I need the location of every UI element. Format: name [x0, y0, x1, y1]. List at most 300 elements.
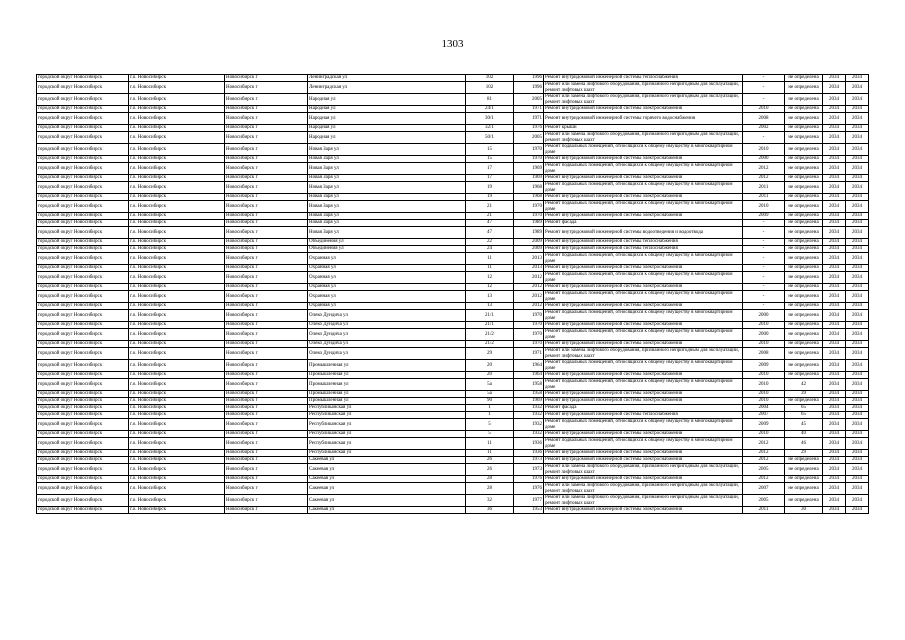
cell-settlement: Новосибирск г: [225, 483, 308, 495]
cell-plan-year-to: 2034: [846, 379, 869, 391]
cell-last-repair-year: -: [743, 272, 785, 284]
cell-built-year: 1969: [514, 175, 544, 182]
cell-settlement: Новосибирск г: [225, 163, 308, 175]
cell-built-year: 1970: [514, 144, 544, 156]
cell-street: Охранная ул: [308, 291, 466, 303]
cell-house: 11: [466, 438, 514, 450]
cell-street: Олеко Дундича ул: [308, 329, 466, 341]
table-row: [37, 94, 869, 106]
cell-wear: не определена: [785, 227, 823, 239]
cell-settlement: Новосибирск г: [225, 156, 308, 163]
cell-street: Охранная ул: [308, 253, 466, 265]
cell-work-type: Ремонт внутридомовой инженерной системы электроснабжения: [544, 194, 743, 201]
page-number: 1303: [441, 38, 464, 50]
cell-street: Ленинградская ул: [308, 82, 466, 94]
cell-plan-year-to: 2034: [846, 201, 869, 213]
cell-work-type: Ремонт подвальных помещений, относящихся к общему имуществу в многоквартирном доме: [544, 329, 743, 341]
cell-built-year: 1989: [514, 227, 544, 239]
cell-settlement: Новосибирск г: [225, 348, 308, 360]
cell-work-type: Ремонт внутридомовой инженерной системы электроснабжения: [544, 398, 743, 405]
cell-street: Охранная ул: [308, 265, 466, 272]
table-row: [37, 419, 869, 431]
cell-street: Промышленная ул: [308, 398, 466, 405]
cell-built-year: 2009: [514, 246, 544, 253]
cell-plan-year-from: 2034: [823, 438, 846, 450]
cell-district: городской округ Новосибирск: [37, 398, 129, 405]
cell-plan-year-to: 2034: [846, 412, 869, 419]
cell-municipality: г.о. Новосибирск: [129, 284, 225, 291]
cell-built-year: 1970: [514, 329, 544, 341]
cell-street: Промышленная ул: [308, 372, 466, 379]
cell-street: Сакеевая ул: [308, 483, 466, 495]
cell-street: Республиканская ул: [308, 419, 466, 431]
cell-municipality: г.о. Новосибирск: [129, 156, 225, 163]
table-row: [37, 310, 869, 322]
cell-work-type: Ремонт фасада: [544, 405, 743, 412]
cell-house: 21/2: [466, 341, 514, 348]
cell-street: Новая Заря ул: [308, 182, 466, 194]
cell-work-type: Ремонт подвальных помещений, относящихся к общему имуществу в многоквартирном доме: [544, 310, 743, 322]
cell-house: 102: [466, 75, 514, 82]
cell-municipality: г.о. Новосибирск: [129, 113, 225, 125]
cell-district: городской округ Новосибирск: [37, 201, 129, 213]
cell-wear: 39: [785, 391, 823, 398]
cell-wear: 30: [785, 507, 823, 514]
cell-settlement: Новосибирск г: [225, 175, 308, 182]
cell-street: Олеко Дундича ул: [308, 341, 466, 348]
cell-plan-year-to: 2034: [846, 75, 869, 82]
cell-built-year: 1973: [514, 457, 544, 464]
cell-municipality: г.о. Новосибирск: [129, 431, 225, 438]
cell-municipality: г.о. Новосибирск: [129, 125, 225, 132]
cell-district: городской округ Новосибирск: [37, 412, 129, 419]
cell-work-type: Ремонт или замена лифтового оборудования, признанного непригодным для эксплуатации, ремонт лифтовых шахт: [544, 464, 743, 476]
cell-street: Новая Заря ул: [308, 156, 466, 163]
table-row: [37, 182, 869, 194]
cell-wear: не определена: [785, 495, 823, 507]
cell-last-repair-year: 2010: [743, 322, 785, 329]
cell-municipality: г.о. Новосибирск: [129, 372, 225, 379]
cell-last-repair-year: 2010: [743, 372, 785, 379]
cell-plan-year-to: 2034: [846, 213, 869, 220]
cell-settlement: Новосибирск г: [225, 391, 308, 398]
cell-plan-year-to: 2034: [846, 272, 869, 284]
cell-built-year: 2012: [514, 303, 544, 310]
cell-municipality: г.о. Новосибирск: [129, 94, 225, 106]
cell-plan-year-to: 2034: [846, 372, 869, 379]
cell-plan-year-to: 2034: [846, 391, 869, 398]
cell-plan-year-to: 2034: [846, 246, 869, 253]
cell-built-year: 2012: [514, 291, 544, 303]
cell-street: Новая Заря ул: [308, 144, 466, 156]
cell-street: Новая Заря ул: [308, 220, 466, 227]
cell-plan-year-to: 2034: [846, 457, 869, 464]
cell-settlement: Новосибирск г: [225, 507, 308, 514]
cell-municipality: г.о. Новосибирск: [129, 106, 225, 113]
cell-wear: 65: [785, 412, 823, 419]
cell-plan-year-to: 2034: [846, 291, 869, 303]
cell-wear: не определена: [785, 310, 823, 322]
cell-plan-year-from: 2034: [823, 213, 846, 220]
cell-last-repair-year: 2007: [743, 412, 785, 419]
cell-plan-year-to: 2034: [846, 495, 869, 507]
cell-municipality: г.о. Новосибирск: [129, 227, 225, 239]
cell-house: 81: [466, 94, 514, 106]
cell-house: 15: [466, 156, 514, 163]
cell-municipality: г.о. Новосибирск: [129, 348, 225, 360]
cell-district: городской округ Новосибирск: [37, 272, 129, 284]
cell-house: 47: [466, 220, 514, 227]
cell-wear: не определена: [785, 348, 823, 360]
cell-plan-year-to: 2034: [846, 82, 869, 94]
cell-street: Охранная ул: [308, 303, 466, 310]
cell-built-year: 1932: [514, 419, 544, 431]
cell-work-type: Ремонт внутридомовой инженерной системы электроснабжения: [544, 507, 743, 514]
cell-work-type: Ремонт подвальных помещений, относящихся к общему имуществу в многоквартирном доме: [544, 182, 743, 194]
cell-plan-year-to: 2034: [846, 106, 869, 113]
cell-plan-year-to: 2034: [846, 483, 869, 495]
cell-street: Новая Заря ул: [308, 201, 466, 213]
cell-plan-year-to: 2034: [846, 310, 869, 322]
cell-plan-year-to: 2034: [846, 220, 869, 227]
cell-settlement: Новосибирск г: [225, 182, 308, 194]
cell-settlement: Новосибирск г: [225, 431, 308, 438]
cell-district: городской округ Новосибирск: [37, 303, 129, 310]
table-row: [37, 132, 869, 144]
cell-house: 11: [466, 450, 514, 457]
cell-last-repair-year: 2004: [743, 405, 785, 412]
cell-house: 24: [466, 246, 514, 253]
cell-last-repair-year: 2010: [743, 341, 785, 348]
cell-house: 21: [466, 201, 514, 213]
table-row: [37, 322, 869, 329]
cell-plan-year-to: 2034: [846, 329, 869, 341]
cell-municipality: г.о. Новосибирск: [129, 253, 225, 265]
cell-settlement: Новосибирск г: [225, 220, 308, 227]
table-row: [37, 284, 869, 291]
cell-settlement: Новосибирск г: [225, 265, 308, 272]
cell-municipality: г.о. Новосибирск: [129, 303, 225, 310]
cell-settlement: Новосибирск г: [225, 291, 308, 303]
table-row: [37, 272, 869, 284]
cell-municipality: г.о. Новосибирск: [129, 464, 225, 476]
cell-wear: не определена: [785, 106, 823, 113]
cell-plan-year-from: 2034: [823, 405, 846, 412]
cell-house: 13: [466, 303, 514, 310]
cell-municipality: г.о. Новосибирск: [129, 213, 225, 220]
cell-plan-year-to: 2034: [846, 360, 869, 372]
cell-district: городской округ Новосибирск: [37, 253, 129, 265]
cell-municipality: г.о. Новосибирск: [129, 265, 225, 272]
cell-work-type: Ремонт внутридомовой инженерной системы теплоснабжения: [544, 246, 743, 253]
cell-district: городской округ Новосибирск: [37, 246, 129, 253]
cell-built-year: 1996: [514, 82, 544, 94]
table-row: [37, 227, 869, 239]
cell-house: 12: [466, 284, 514, 291]
cell-house: 21/1: [466, 310, 514, 322]
cell-house: 11: [466, 253, 514, 265]
cell-last-repair-year: 2012: [743, 450, 785, 457]
cell-house: 17: [466, 163, 514, 175]
cell-street: Сакеевая ул: [308, 476, 466, 483]
cell-wear: не определена: [785, 220, 823, 227]
cell-settlement: Новосибирск г: [225, 227, 308, 239]
cell-work-type: Ремонт подвальных помещений, относящихся к общему имуществу в многоквартирном доме: [544, 360, 743, 372]
cell-house: 22: [466, 239, 514, 246]
cell-municipality: г.о. Новосибирск: [129, 75, 225, 82]
cell-work-type: Ремонт крыши: [544, 125, 743, 132]
cell-wear: не определена: [785, 132, 823, 144]
cell-wear: не определена: [785, 272, 823, 284]
cell-plan-year-to: 2034: [846, 284, 869, 291]
cell-plan-year-from: 2034: [823, 246, 846, 253]
cell-work-type: Ремонт внутридомовой инженерной системы теплоснабжения: [544, 75, 743, 82]
cell-plan-year-from: 2034: [823, 239, 846, 246]
table-row: [37, 329, 869, 341]
cell-municipality: г.о. Новосибирск: [129, 82, 225, 94]
cell-wear: не определена: [785, 213, 823, 220]
table-row: [37, 220, 869, 227]
cell-settlement: Новосибирск г: [225, 372, 308, 379]
cell-plan-year-from: 2034: [823, 398, 846, 405]
cell-wear: не определена: [785, 291, 823, 303]
cell-plan-year-from: 2034: [823, 253, 846, 265]
cell-street: Олеко Дундича ул: [308, 348, 466, 360]
cell-plan-year-from: 2034: [823, 391, 846, 398]
cell-last-repair-year: -: [743, 132, 785, 144]
cell-plan-year-to: 2034: [846, 94, 869, 106]
cell-wear: не определена: [785, 253, 823, 265]
cell-plan-year-to: 2034: [846, 431, 869, 438]
table-row: [37, 405, 869, 412]
cell-municipality: г.о. Новосибирск: [129, 182, 225, 194]
cell-last-repair-year: 2010: [743, 379, 785, 391]
cell-municipality: г.о. Новосибирск: [129, 405, 225, 412]
cell-work-type: Ремонт внутридомовой инженерной системы электроснабжения: [544, 156, 743, 163]
cell-plan-year-to: 2034: [846, 265, 869, 272]
cell-district: городской округ Новосибирск: [37, 310, 129, 322]
cell-work-type: Ремонт или замена лифтового оборудования, признанного непригодным для эксплуатации, ремонт лифтовых шахт: [544, 94, 743, 106]
cell-municipality: г.о. Новосибирск: [129, 341, 225, 348]
cell-wear: не определена: [785, 194, 823, 201]
table-row: [37, 360, 869, 372]
cell-plan-year-from: 2034: [823, 227, 846, 239]
cell-municipality: г.о. Новосибирск: [129, 201, 225, 213]
cell-municipality: г.о. Новосибирск: [129, 483, 225, 495]
cell-house: 1: [466, 405, 514, 412]
cell-house: 15: [466, 144, 514, 156]
table-row: [37, 156, 869, 163]
cell-municipality: г.о. Новосибирск: [129, 175, 225, 182]
cell-work-type: Ремонт внутридомовой инженерной системы электроснабжения: [544, 213, 743, 220]
cell-built-year: 1970: [514, 201, 544, 213]
cell-district: городской округ Новосибирск: [37, 419, 129, 431]
cell-district: городской округ Новосибирск: [37, 125, 129, 132]
cell-plan-year-from: 2034: [823, 372, 846, 379]
cell-house: 5: [466, 419, 514, 431]
cell-work-type: Ремонт внутридомовой инженерной системы водоотведения и водоотвода: [544, 227, 743, 239]
cell-work-type: Ремонт или замена лифтового оборудования, признанного непригодным для эксплуатации, ремонт лифтовых шахт: [544, 132, 743, 144]
cell-plan-year-from: 2034: [823, 201, 846, 213]
cell-district: городской округ Новосибирск: [37, 341, 129, 348]
cell-district: городской округ Новосибирск: [37, 156, 129, 163]
cell-plan-year-from: 2034: [823, 419, 846, 431]
cell-last-repair-year: 2009: [743, 213, 785, 220]
cell-wear: не определена: [785, 265, 823, 272]
table-row: [37, 194, 869, 201]
cell-built-year: 2013: [514, 253, 544, 265]
cell-work-type: Ремонт внутридомовой инженерной системы электроснабжения: [544, 175, 743, 182]
table-row: [37, 372, 869, 379]
cell-built-year: 1970: [514, 341, 544, 348]
cell-last-repair-year: 2007: [743, 483, 785, 495]
cell-house: 17: [466, 175, 514, 182]
cell-street: Сакеевая ул: [308, 495, 466, 507]
cell-street: Объединения ул: [308, 246, 466, 253]
cell-plan-year-from: 2034: [823, 348, 846, 360]
cell-district: городской округ Новосибирск: [37, 379, 129, 391]
cell-district: городской округ Новосибирск: [37, 227, 129, 239]
table-row: [37, 106, 869, 113]
cell-district: городской округ Новосибирск: [37, 182, 129, 194]
cell-built-year: 1932: [514, 405, 544, 412]
cell-plan-year-from: 2034: [823, 265, 846, 272]
cell-house: 28: [466, 483, 514, 495]
cell-house: 26: [466, 457, 514, 464]
cell-built-year: 1976: [514, 483, 544, 495]
table-row: [37, 246, 869, 253]
cell-municipality: г.о. Новосибирск: [129, 495, 225, 507]
cell-plan-year-to: 2034: [846, 163, 869, 175]
cell-district: городской округ Новосибирск: [37, 322, 129, 329]
cell-built-year: 1989: [514, 220, 544, 227]
cell-work-type: Ремонт подвальных помещений, относящихся к общему имуществу в многоквартирном доме: [544, 291, 743, 303]
cell-municipality: г.о. Новосибирск: [129, 144, 225, 156]
table-row: [37, 113, 869, 125]
table-row: [37, 457, 869, 464]
cell-built-year: 1971: [514, 106, 544, 113]
cell-last-repair-year: 2009: [743, 360, 785, 372]
cell-wear: не определена: [785, 322, 823, 329]
cell-street: Народная ул: [308, 125, 466, 132]
cell-house: 36: [466, 507, 514, 514]
table-row: [37, 291, 869, 303]
cell-last-repair-year: -: [743, 82, 785, 94]
cell-plan-year-from: 2034: [823, 272, 846, 284]
cell-district: городской округ Новосибирск: [37, 438, 129, 450]
table-row: [37, 412, 869, 419]
cell-municipality: г.о. Новосибирск: [129, 391, 225, 398]
cell-wear: 40: [785, 431, 823, 438]
cell-wear: не определена: [785, 163, 823, 175]
cell-built-year: 1977: [514, 495, 544, 507]
cell-wear: не определена: [785, 75, 823, 82]
cell-house: 50/1: [466, 132, 514, 144]
cell-street: Сакеевая ул: [308, 457, 466, 464]
cell-plan-year-from: 2034: [823, 132, 846, 144]
cell-wear: не определена: [785, 457, 823, 464]
cell-wear: 42: [785, 379, 823, 391]
cell-street: Народная ул: [308, 94, 466, 106]
cell-municipality: г.о. Новосибирск: [129, 194, 225, 201]
cell-built-year: 1970: [514, 310, 544, 322]
cell-house: 28: [466, 476, 514, 483]
cell-work-type: Ремонт фасада: [544, 220, 743, 227]
cell-work-type: Ремонт подвальных помещений, относящихся к общему имуществу в многоквартирном доме: [544, 201, 743, 213]
cell-last-repair-year: -: [743, 220, 785, 227]
cell-district: городской округ Новосибирск: [37, 483, 129, 495]
cell-street: Сакеевая ул: [308, 507, 466, 514]
cell-built-year: 1932: [514, 412, 544, 419]
cell-house: 13: [466, 291, 514, 303]
cell-settlement: Новосибирск г: [225, 213, 308, 220]
cell-street: Новая Заря ул: [308, 175, 466, 182]
cell-last-repair-year: 2010: [743, 431, 785, 438]
cell-plan-year-from: 2034: [823, 291, 846, 303]
cell-plan-year-to: 2034: [846, 156, 869, 163]
cell-municipality: г.о. Новосибирск: [129, 239, 225, 246]
cell-last-repair-year: 2012: [743, 457, 785, 464]
cell-work-type: Ремонт или замена лифтового оборудования, признанного непригодным для эксплуатации, ремонт лифтовых шахт: [544, 348, 743, 360]
cell-municipality: г.о. Новосибирск: [129, 450, 225, 457]
cell-wear: не определена: [785, 398, 823, 405]
cell-street: Республиканская ул: [308, 431, 466, 438]
cell-work-type: Ремонт внутридомовой инженерной системы электроснабжения: [544, 450, 743, 457]
cell-house: 26: [466, 464, 514, 476]
cell-plan-year-from: 2034: [823, 82, 846, 94]
cell-last-repair-year: 2008: [743, 113, 785, 125]
cell-plan-year-from: 2034: [823, 163, 846, 175]
cell-street: Новая Заря ул: [308, 213, 466, 220]
cell-municipality: г.о. Новосибирск: [129, 291, 225, 303]
cell-built-year: 1976: [514, 125, 544, 132]
cell-wear: не определена: [785, 464, 823, 476]
cell-plan-year-from: 2034: [823, 329, 846, 341]
cell-municipality: г.о. Новосибирск: [129, 322, 225, 329]
cell-settlement: Новосибирск г: [225, 201, 308, 213]
cell-wear: не определена: [785, 82, 823, 94]
cell-plan-year-from: 2034: [823, 341, 846, 348]
cell-plan-year-from: 2034: [823, 483, 846, 495]
cell-plan-year-from: 2034: [823, 284, 846, 291]
cell-work-type: Ремонт или замена лифтового оборудования, признанного непригодным для эксплуатации, ремонт лифтовых шахт: [544, 82, 743, 94]
cell-district: городской округ Новосибирск: [37, 284, 129, 291]
cell-built-year: 1936: [514, 438, 544, 450]
cell-built-year: 1958: [514, 391, 544, 398]
cell-plan-year-to: 2034: [846, 450, 869, 457]
cell-municipality: г.о. Новосибирск: [129, 507, 225, 514]
cell-plan-year-from: 2034: [823, 457, 846, 464]
cell-plan-year-from: 2034: [823, 379, 846, 391]
cell-street: Олеко Дундича ул: [308, 322, 466, 329]
cell-wear: не определена: [785, 125, 823, 132]
table-row: [37, 201, 869, 213]
table-row: [37, 265, 869, 272]
cell-municipality: г.о. Новосибирск: [129, 272, 225, 284]
cell-house: 19: [466, 182, 514, 194]
cell-settlement: Новосибирск г: [225, 125, 308, 132]
cell-house: 5а: [466, 391, 514, 398]
cell-settlement: Новосибирск г: [225, 94, 308, 106]
cell-district: городской округ Новосибирск: [37, 391, 129, 398]
cell-last-repair-year: -: [743, 227, 785, 239]
cell-settlement: Новосибирск г: [225, 412, 308, 419]
cell-settlement: Новосибирск г: [225, 398, 308, 405]
cell-work-type: Ремонт подвальных помещений, относящихся к общему имуществу в многоквартирном доме: [544, 144, 743, 156]
cell-plan-year-to: 2034: [846, 253, 869, 265]
cell-settlement: Новосибирск г: [225, 310, 308, 322]
cell-plan-year-from: 2034: [823, 495, 846, 507]
